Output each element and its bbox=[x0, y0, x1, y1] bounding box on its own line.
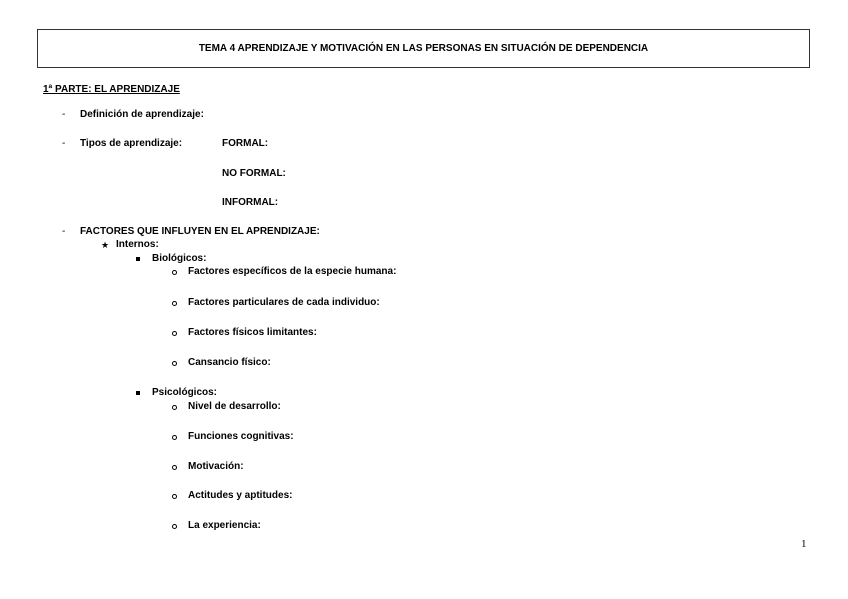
biologico-item: Factores particulares de cada individuo: bbox=[188, 297, 380, 308]
biologico-item: Cansancio físico: bbox=[188, 357, 271, 368]
definicion-label: Definición de aprendizaje: bbox=[80, 109, 204, 120]
circle-bullet-icon bbox=[172, 494, 177, 499]
square-bullet-icon bbox=[136, 391, 140, 395]
circle-bullet-icon bbox=[172, 361, 177, 366]
section-heading: 1ª PARTE: EL APRENDIZAJE bbox=[43, 84, 180, 95]
psicologico-item: Actitudes y aptitudes: bbox=[188, 490, 293, 501]
tipo-no-formal: NO FORMAL: bbox=[222, 168, 286, 179]
star-bullet-icon: ★ bbox=[101, 240, 110, 250]
tipos-label: Tipos de aprendizaje: bbox=[80, 138, 183, 149]
dash-bullet: - bbox=[62, 226, 66, 237]
circle-bullet-icon bbox=[172, 524, 177, 529]
circle-bullet-icon bbox=[172, 435, 177, 440]
biologicos-label: Biológicos: bbox=[152, 253, 207, 264]
factores-label: FACTORES QUE INFLUYEN EN EL APRENDIZAJE: bbox=[80, 226, 320, 237]
psicologico-item: Funciones cognitivas: bbox=[188, 431, 294, 442]
circle-bullet-icon bbox=[172, 465, 177, 470]
page-number: 1 bbox=[801, 538, 807, 550]
circle-bullet-icon bbox=[172, 270, 177, 275]
biologico-item: Factores específicos de la especie humana: bbox=[188, 266, 397, 277]
document-title: TEMA 4 APRENDIZAJE Y MOTIVACIÓN EN LAS PERSONAS EN SITUACIÓN DE DEPENDENCIA bbox=[198, 43, 649, 54]
tipo-formal: FORMAL: bbox=[222, 138, 269, 149]
circle-bullet-icon bbox=[172, 301, 177, 306]
psicologico-item: La experiencia: bbox=[188, 520, 261, 531]
square-bullet-icon bbox=[136, 257, 140, 261]
internos-label: Internos: bbox=[116, 239, 159, 250]
circle-bullet-icon bbox=[172, 405, 177, 410]
dash-bullet: - bbox=[62, 138, 66, 149]
psicologico-item: Nivel de desarrollo: bbox=[188, 401, 281, 412]
circle-bullet-icon bbox=[172, 331, 177, 336]
psicologicos-label: Psicológicos: bbox=[152, 387, 218, 398]
biologico-item: Factores físicos limitantes: bbox=[188, 327, 317, 338]
tipo-informal: INFORMAL: bbox=[222, 197, 279, 208]
document-title-box bbox=[37, 29, 810, 68]
dash-bullet: - bbox=[62, 109, 66, 120]
psicologico-item: Motivación: bbox=[188, 461, 244, 472]
